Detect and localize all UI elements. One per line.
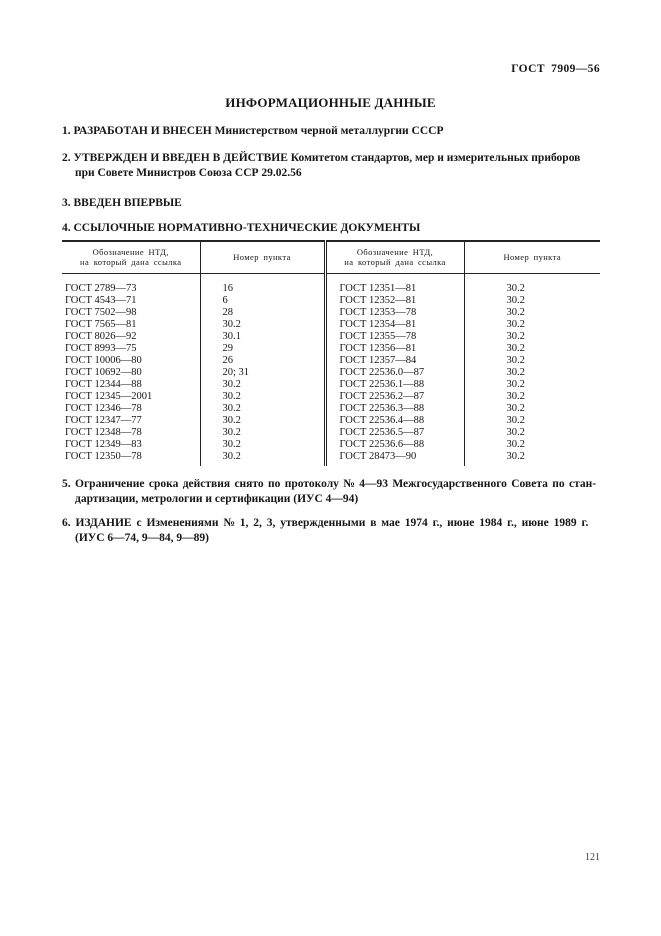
table-row — [62, 274, 600, 296]
ref-designation-right: ГОСТ 12357—84 — [325, 355, 464, 367]
point-number-left: 30.2 — [200, 439, 325, 451]
point-number-left: 16 — [200, 274, 325, 296]
item-line: 3. ВВЕДЕН ВПЕРВЫЕ — [62, 197, 182, 209]
ref-designation-left: ГОСТ 12350—78 — [62, 451, 200, 466]
point-number-left: 30.2 — [200, 391, 325, 403]
ref-designation-left: ГОСТ 8993—75 — [62, 343, 200, 355]
table-row — [62, 427, 600, 439]
table-row — [62, 319, 600, 331]
ref-designation-left: ГОСТ 7565—81 — [62, 319, 200, 331]
item-line: дартизации, метрологии и сертификации (ИУС 4—94) — [75, 493, 359, 505]
table-row — [62, 439, 600, 451]
header-ref-designation-right — [325, 241, 464, 274]
header-text: Номер пункта — [233, 252, 291, 262]
ref-designation-left: ГОСТ 2789—73 — [62, 274, 200, 296]
ref-designation-left: ГОСТ 12346—78 — [62, 403, 200, 415]
header-point-number-left — [200, 241, 325, 274]
item-line: 2. УТВЕРЖДЕН И ВВЕДЕН В ДЕЙСТВИЕ Комитетом стандартов, мер и измерительных приборов — [62, 152, 581, 164]
item-line: (ИУС 6—74, 9—84, 9—89) — [75, 532, 209, 544]
point-number-left: 26 — [200, 355, 325, 367]
point-number-right: 30.2 — [506, 379, 525, 390]
ref-designation-right: ГОСТ 22536.4—88 — [325, 415, 464, 427]
ref-designation-left: ГОСТ 10692—80 — [62, 367, 200, 379]
references-table — [62, 240, 600, 466]
header-text: на который дана ссылка — [80, 257, 182, 267]
ref-table-body — [62, 274, 600, 467]
ref-designation-right: ГОСТ 12354—81 — [325, 319, 464, 331]
ref-designation-right: ГОСТ 12356—81 — [325, 343, 464, 355]
ref-designation-left: ГОСТ 8026—92 — [62, 331, 200, 343]
ref-designation-right: ГОСТ 22536.5—87 — [325, 427, 464, 439]
point-number-right: 30.2 — [506, 319, 525, 330]
table-row — [62, 391, 600, 403]
ref-designation-left: ГОСТ 12349—83 — [62, 439, 200, 451]
ref-designation-left: ГОСТ 10006—80 — [62, 355, 200, 367]
page-number: 121 — [585, 852, 600, 863]
point-number-right: 30.2 — [506, 439, 525, 450]
point-number-right: 30.2 — [506, 415, 525, 426]
ref-designation-right: ГОСТ 22536.3—88 — [325, 403, 464, 415]
point-number-left: 30.2 — [200, 415, 325, 427]
item-line: 6. ИЗДАНИЕ с Изменениями № 1, 2, 3, утвержденными в мае 1974 г., июне 1984 г., июне 1989 г. — [62, 517, 589, 529]
point-number-left: 30.2 — [200, 451, 325, 466]
header-ref-designation-left — [62, 241, 200, 274]
ref-designation-right: ГОСТ 22536.0—87 — [325, 367, 464, 379]
point-number-right: 30.2 — [506, 295, 525, 306]
table-row — [62, 355, 600, 367]
info-item-approved — [62, 151, 615, 181]
point-number-right: 30.2 — [506, 283, 525, 294]
info-item-reference-docs — [62, 221, 615, 236]
ref-designation-left: ГОСТ 12344—88 — [62, 379, 200, 391]
ref-designation-right: ГОСТ 28473—90 — [325, 451, 464, 466]
point-number-left: 30.2 — [200, 427, 325, 439]
ref-designation-right: ГОСТ 12355—78 — [325, 331, 464, 343]
ref-designation-left: ГОСТ 4543—71 — [62, 295, 200, 307]
table-row — [62, 451, 600, 466]
table-row — [62, 307, 600, 319]
ref-designation-left: ГОСТ 7502—98 — [62, 307, 200, 319]
point-number-right: 30.2 — [506, 331, 525, 342]
point-number-left: 29 — [200, 343, 325, 355]
point-number-left: 30.1 — [200, 331, 325, 343]
ref-designation-right: ГОСТ 22536.2—87 — [325, 391, 464, 403]
header-point-number-right — [464, 241, 600, 274]
ref-designation-right: ГОСТ 12353—78 — [325, 307, 464, 319]
point-number-right: 30.2 — [506, 355, 525, 366]
point-number-right: 30.2 — [506, 367, 525, 378]
page-title: ИНФОРМАЦИОННЫЕ ДАННЫЕ — [225, 95, 436, 110]
point-number-right: 30.2 — [506, 307, 525, 318]
point-number-left: 20; 31 — [200, 367, 325, 379]
item-line: 1. РАЗРАБОТАН И ВНЕСЕН Министерством черной металлургии СССР — [62, 125, 444, 137]
point-number-left: 30.2 — [200, 319, 325, 331]
table-header-row — [62, 241, 600, 274]
table-row — [62, 379, 600, 391]
point-number-right: 30.2 — [506, 427, 525, 438]
doc-number: ГОСТ 7909—56 — [511, 63, 600, 75]
point-number-right: 30.2 — [506, 343, 525, 354]
header-text: Номер пункта — [503, 252, 561, 262]
ref-designation-left: ГОСТ 12348—78 — [62, 427, 200, 439]
item-line: 5. Ограничение срока действия снято по протоколу № 4—93 Межгосударственного Совета по стан- — [62, 478, 597, 490]
point-number-left: 30.2 — [200, 379, 325, 391]
table-row — [62, 367, 600, 379]
info-item-developed — [62, 124, 615, 139]
table-row — [62, 343, 600, 355]
ref-designation-left: ГОСТ 12345—2001 — [62, 391, 200, 403]
table-row — [62, 295, 600, 307]
header-text: на который дана ссылка — [344, 257, 446, 267]
ref-designation-left: ГОСТ 12347—77 — [62, 415, 200, 427]
ref-designation-right: ГОСТ 12351—81 — [325, 274, 464, 296]
point-number-left: 30.2 — [200, 403, 325, 415]
ref-designation-right: ГОСТ 22536.6—88 — [325, 439, 464, 451]
info-item-edition — [62, 516, 615, 546]
point-number-left: 6 — [200, 295, 325, 307]
info-item-introduced — [62, 196, 615, 211]
header-text: Обозначение НТД, — [356, 247, 434, 257]
point-number-right: 30.2 — [506, 403, 525, 414]
header-text: Обозначение НТД, — [92, 247, 169, 257]
ref-designation-right: ГОСТ 22536.1—88 — [325, 379, 464, 391]
item-line: при Совете Министров Союза ССР 29.02.56 — [75, 167, 302, 179]
item-line: 4. ССЫЛОЧНЫЕ НОРМАТИВНО-ТЕХНИЧЕСКИЕ ДОКУМЕНТЫ — [62, 222, 421, 234]
point-number-left: 28 — [200, 307, 325, 319]
point-number-right: 30.2 — [506, 391, 525, 402]
table-row — [62, 403, 600, 415]
info-item-validity — [62, 477, 615, 507]
ref-designation-right: ГОСТ 12352—81 — [325, 295, 464, 307]
table-row — [62, 331, 600, 343]
point-number-right: 30.2 — [506, 451, 525, 462]
table-row — [62, 415, 600, 427]
